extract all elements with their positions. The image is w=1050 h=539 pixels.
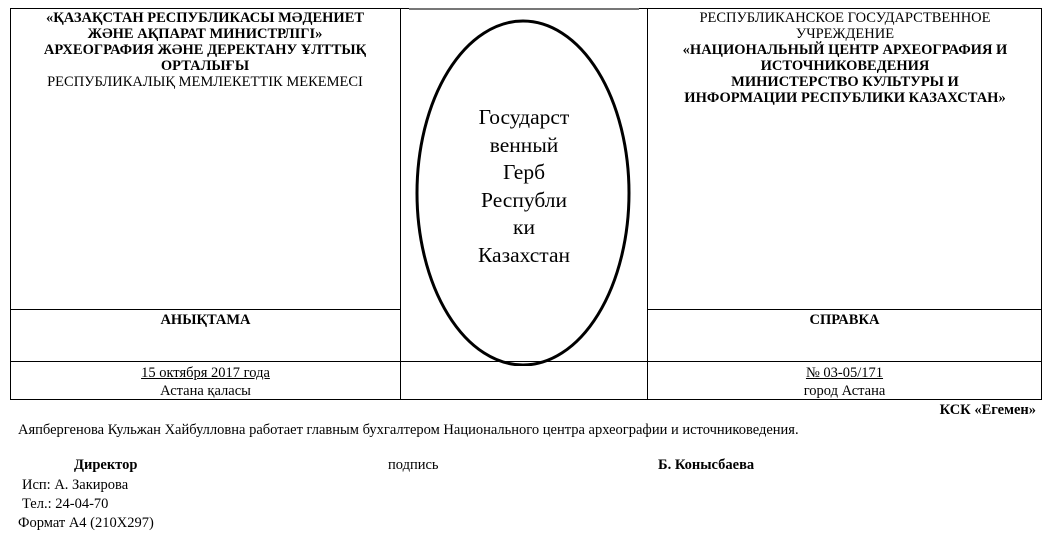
date-cell [10,364,401,400]
table-divider [647,309,1042,310]
emblem-caption-line: венный [489,132,559,157]
stamp-label: КСК «Егемен» [939,402,1036,418]
emblem-caption-line: Герб [502,160,546,184]
emblem-caption [439,104,609,269]
table-divider [647,8,648,400]
certificate-body: Аяпбергенова Кульжан Хайбулловна работает главным бухгалтером Национального центра археографии и источниковедения. [18,422,799,438]
org-kz-line: ОРТАЛЫҒЫ [160,58,250,74]
org-kz-line: АРХЕОГРАФИЯ ЖӘНЕ ДЕРЕКТАНУ ҰЛТТЫҚ [43,42,367,58]
org-kz-line: «ҚАЗАҚСТАН РЕСПУБЛИКАСЫ МӘДЕНИЕТ [45,10,365,26]
emblem-caption-line: Государст [478,105,570,129]
emblem-caption-line: Казахстан [477,242,570,267]
org-ru-line: РЕСПУБЛИКАНСКОЕ ГОСУДАРСТВЕННОЕ [699,10,991,26]
phone: Тел.: 24-04-70 [22,496,109,512]
doc-type-ru: СПРАВКА [809,312,880,328]
organization-name-ru [650,10,1040,106]
org-kz-line: ЖӘНЕ АҚПАРАТ МИНИСТРЛІГІ» [87,26,323,42]
doc-type-kz: АНЫҚТАМА [160,312,251,328]
document-date: 15 октября 2017 года [141,365,270,381]
emblem-caption-line: Республи [481,187,567,212]
number-cell [647,364,1042,400]
table-divider [10,309,401,310]
organization-name-kz [12,10,398,90]
org-ru-line: МИНИСТЕРСТВО КУЛЬТУРЫ И [731,74,959,90]
emblem-caption-line: ки [513,215,535,239]
signature-placeholder: подпись [388,457,439,473]
signatory-title: Директор [74,457,138,473]
signatory-name: Б. Конысбаева [658,457,755,473]
org-ru-line: ИНФОРМАЦИИ РЕСПУБЛИКИ КАЗАХСТАН» [684,90,1006,106]
org-ru-line: ИСТОЧНИКОВЕДЕНИЯ [760,58,930,74]
executor: Исп: А. Закирова [22,477,129,493]
place-ru: город Астана [803,383,886,399]
document-number: № 03-05/171 [805,365,884,381]
org-ru-line: УЧРЕЖДЕНИЕ [795,26,895,42]
org-kz-line: РЕСПУБЛИКАЛЫҚ МЕМЛЕКЕТТІК МЕКЕМЕСІ [47,74,363,90]
place-kz: Астана қаласы [160,383,251,399]
paper-format: Формат А4 (210Х297) [18,515,154,531]
org-ru-line: «НАЦИОНАЛЬНЫЙ ЦЕНТР АРХЕОГРАФИЯ И [682,42,1008,58]
state-emblem [401,8,647,366]
